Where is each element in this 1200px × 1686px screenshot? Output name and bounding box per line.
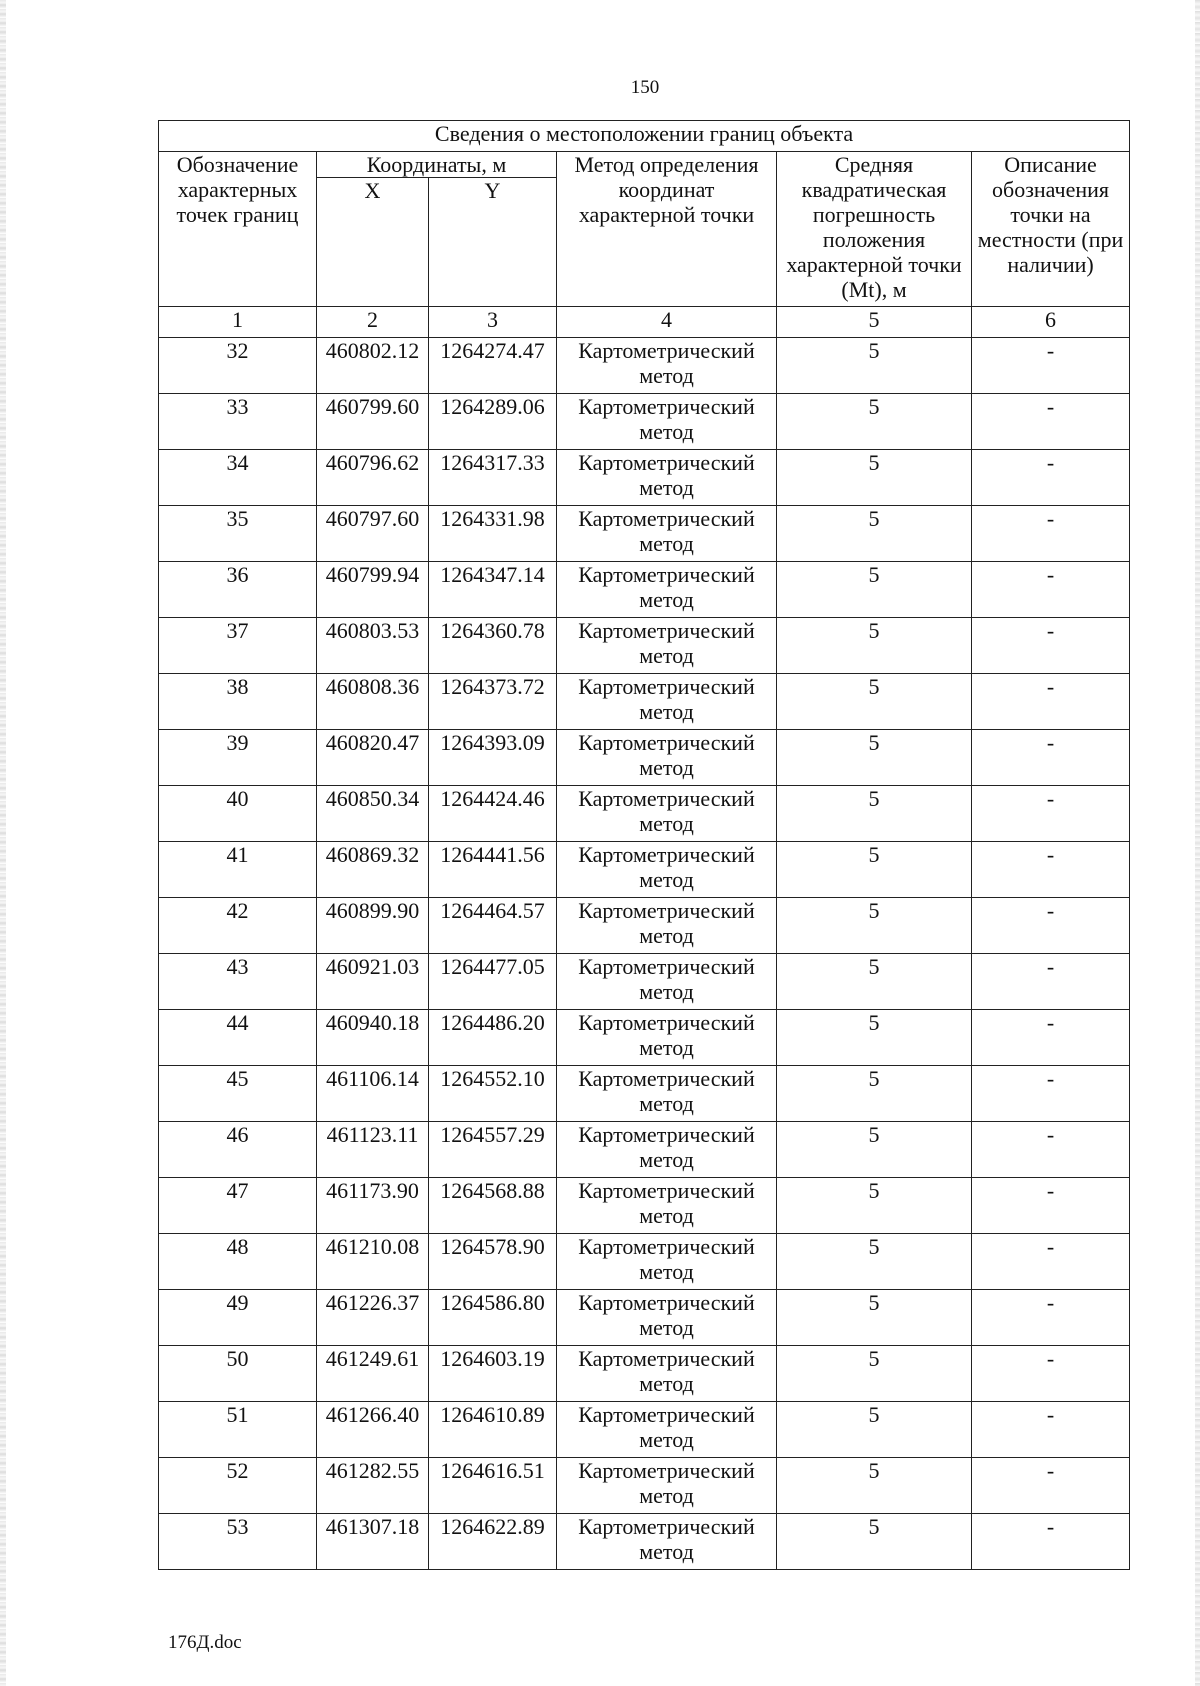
header-point-designation: Обозначение характерных точек границ	[159, 152, 317, 307]
cell-mean-square-error: 5	[777, 1346, 972, 1402]
cell-coordinate-y: 1264477.05	[429, 954, 557, 1010]
table-row	[159, 1234, 1130, 1290]
cell-description: -	[972, 1178, 1130, 1234]
table-row	[159, 1178, 1130, 1234]
cell-coordinate-x: 460803.53	[317, 618, 429, 674]
cell-coordinate-y: 1264373.72	[429, 674, 557, 730]
cell-coordinate-x: 460850.34	[317, 786, 429, 842]
cell-method: Картометрический метод	[557, 898, 777, 954]
cell-point-number: 41	[159, 842, 317, 898]
cell-point-number: 39	[159, 730, 317, 786]
cell-description: -	[972, 1346, 1130, 1402]
cell-point-number: 53	[159, 1514, 317, 1570]
cell-mean-square-error: 5	[777, 338, 972, 394]
cell-mean-square-error: 5	[777, 1122, 972, 1178]
cell-mean-square-error: 5	[777, 730, 972, 786]
table-row	[159, 786, 1130, 842]
cell-point-number: 35	[159, 506, 317, 562]
boundary-coordinates-table	[158, 120, 1130, 1570]
table-row	[159, 1066, 1130, 1122]
table-row	[159, 1402, 1130, 1458]
cell-coordinate-x: 460921.03	[317, 954, 429, 1010]
cell-coordinate-y: 1264557.29	[429, 1122, 557, 1178]
cell-description: -	[972, 954, 1130, 1010]
cell-description: -	[972, 674, 1130, 730]
cell-coordinate-y: 1264393.09	[429, 730, 557, 786]
cell-method: Картометрический метод	[557, 562, 777, 618]
cell-description: -	[972, 450, 1130, 506]
cell-method: Картометрический метод	[557, 450, 777, 506]
cell-mean-square-error: 5	[777, 1010, 972, 1066]
cell-method: Картометрический метод	[557, 674, 777, 730]
cell-description: -	[972, 730, 1130, 786]
cell-coordinate-y: 1264486.20	[429, 1010, 557, 1066]
column-number: 3	[429, 307, 557, 338]
cell-coordinate-x: 461249.61	[317, 1346, 429, 1402]
cell-coordinate-y: 1264616.51	[429, 1458, 557, 1514]
cell-point-number: 33	[159, 394, 317, 450]
column-number-row	[159, 307, 1130, 338]
header-mean-square-error: Средняя квадратическая погрешность положения характерной точки (Mt), м	[777, 152, 972, 307]
cell-method: Картометрический метод	[557, 506, 777, 562]
table-row	[159, 954, 1130, 1010]
table-row	[159, 730, 1130, 786]
cell-method: Картометрический метод	[557, 1514, 777, 1570]
table-row	[159, 618, 1130, 674]
cell-coordinate-x: 461123.11	[317, 1122, 429, 1178]
scan-edge-left	[0, 0, 6, 1686]
cell-description: -	[972, 842, 1130, 898]
cell-mean-square-error: 5	[777, 618, 972, 674]
cell-description: -	[972, 1066, 1130, 1122]
table-row	[159, 1290, 1130, 1346]
cell-mean-square-error: 5	[777, 450, 972, 506]
cell-coordinate-x: 460899.90	[317, 898, 429, 954]
cell-coordinate-y: 1264610.89	[429, 1402, 557, 1458]
cell-method: Картометрический метод	[557, 394, 777, 450]
column-number: 4	[557, 307, 777, 338]
cell-point-number: 40	[159, 786, 317, 842]
cell-mean-square-error: 5	[777, 506, 972, 562]
column-number: 5	[777, 307, 972, 338]
cell-coordinate-x: 461106.14	[317, 1066, 429, 1122]
table-row	[159, 1346, 1130, 1402]
cell-coordinate-x: 461226.37	[317, 1290, 429, 1346]
cell-description: -	[972, 898, 1130, 954]
cell-coordinate-x: 461282.55	[317, 1458, 429, 1514]
table-row	[159, 562, 1130, 618]
cell-coordinate-y: 1264464.57	[429, 898, 557, 954]
cell-coordinate-y: 1264568.88	[429, 1178, 557, 1234]
table-row	[159, 674, 1130, 730]
cell-method: Картометрический метод	[557, 1010, 777, 1066]
cell-coordinate-y: 1264424.46	[429, 786, 557, 842]
cell-point-number: 51	[159, 1402, 317, 1458]
cell-coordinate-x: 461266.40	[317, 1402, 429, 1458]
cell-point-number: 49	[159, 1290, 317, 1346]
cell-mean-square-error: 5	[777, 1066, 972, 1122]
cell-method: Картометрический метод	[557, 954, 777, 1010]
table-row	[159, 506, 1130, 562]
table-row	[159, 394, 1130, 450]
cell-point-number: 50	[159, 1346, 317, 1402]
cell-point-number: 46	[159, 1122, 317, 1178]
cell-mean-square-error: 5	[777, 1458, 972, 1514]
cell-point-number: 32	[159, 338, 317, 394]
cell-coordinate-x: 460797.60	[317, 506, 429, 562]
cell-description: -	[972, 618, 1130, 674]
cell-coordinate-x: 461173.90	[317, 1178, 429, 1234]
cell-coordinate-y: 1264331.98	[429, 506, 557, 562]
cell-mean-square-error: 5	[777, 898, 972, 954]
cell-method: Картометрический метод	[557, 1066, 777, 1122]
cell-method: Картометрический метод	[557, 1290, 777, 1346]
cell-coordinate-y: 1264274.47	[429, 338, 557, 394]
cell-point-number: 48	[159, 1234, 317, 1290]
cell-description: -	[972, 338, 1130, 394]
cell-description: -	[972, 394, 1130, 450]
column-number: 6	[972, 307, 1130, 338]
cell-point-number: 36	[159, 562, 317, 618]
cell-point-number: 38	[159, 674, 317, 730]
cell-mean-square-error: 5	[777, 562, 972, 618]
column-number: 2	[317, 307, 429, 338]
cell-point-number: 37	[159, 618, 317, 674]
cell-coordinate-x: 460799.60	[317, 394, 429, 450]
cell-method: Картометрический метод	[557, 1458, 777, 1514]
cell-description: -	[972, 1290, 1130, 1346]
cell-point-number: 34	[159, 450, 317, 506]
cell-coordinate-y: 1264586.80	[429, 1290, 557, 1346]
table-row	[159, 1514, 1130, 1570]
cell-method: Картометрический метод	[557, 1178, 777, 1234]
header-coordinates: Координаты, м	[317, 152, 557, 178]
table-row	[159, 842, 1130, 898]
cell-method: Картометрический метод	[557, 1122, 777, 1178]
header-y: Y	[429, 178, 557, 307]
cell-mean-square-error: 5	[777, 674, 972, 730]
cell-coordinate-x: 460796.62	[317, 450, 429, 506]
cell-coordinate-x: 460940.18	[317, 1010, 429, 1066]
cell-description: -	[972, 1010, 1130, 1066]
cell-method: Картометрический метод	[557, 1234, 777, 1290]
cell-mean-square-error: 5	[777, 1178, 972, 1234]
cell-coordinate-y: 1264578.90	[429, 1234, 557, 1290]
cell-point-number: 45	[159, 1066, 317, 1122]
cell-coordinate-x: 460799.94	[317, 562, 429, 618]
cell-mean-square-error: 5	[777, 1514, 972, 1570]
cell-method: Картометрический метод	[557, 338, 777, 394]
cell-method: Картометрический метод	[557, 1346, 777, 1402]
cell-method: Картометрический метод	[557, 842, 777, 898]
cell-coordinate-x: 460869.32	[317, 842, 429, 898]
cell-coordinate-x: 460802.12	[317, 338, 429, 394]
cell-coordinate-x: 460820.47	[317, 730, 429, 786]
header-x: X	[317, 178, 429, 307]
table-row	[159, 1010, 1130, 1066]
cell-coordinate-y: 1264441.56	[429, 842, 557, 898]
cell-point-number: 52	[159, 1458, 317, 1514]
column-number: 1	[159, 307, 317, 338]
cell-point-number: 44	[159, 1010, 317, 1066]
cell-description: -	[972, 1514, 1130, 1570]
page-number: 150	[630, 77, 660, 98]
scan-edge-right	[1195, 0, 1200, 1686]
table-row	[159, 450, 1130, 506]
header-description: Описание обозначения точки на местности (при наличии)	[972, 152, 1130, 307]
cell-point-number: 42	[159, 898, 317, 954]
table-row	[159, 898, 1130, 954]
table-body	[159, 338, 1130, 1570]
cell-method: Картометрический метод	[557, 730, 777, 786]
cell-coordinate-y: 1264347.14	[429, 562, 557, 618]
cell-coordinate-x: 461307.18	[317, 1514, 429, 1570]
header-method: Метод определения координат характерной точки	[557, 152, 777, 307]
table-title: Сведения о местоположении границ объекта	[159, 121, 1130, 152]
cell-description: -	[972, 562, 1130, 618]
cell-description: -	[972, 1458, 1130, 1514]
table-row	[159, 338, 1130, 394]
cell-mean-square-error: 5	[777, 1290, 972, 1346]
cell-method: Картометрический метод	[557, 1402, 777, 1458]
cell-mean-square-error: 5	[777, 786, 972, 842]
cell-description: -	[972, 1402, 1130, 1458]
cell-mean-square-error: 5	[777, 394, 972, 450]
cell-method: Картометрический метод	[557, 786, 777, 842]
table-row	[159, 1458, 1130, 1514]
cell-coordinate-y: 1264360.78	[429, 618, 557, 674]
cell-coordinate-y: 1264603.19	[429, 1346, 557, 1402]
cell-coordinate-y: 1264622.89	[429, 1514, 557, 1570]
cell-mean-square-error: 5	[777, 954, 972, 1010]
cell-description: -	[972, 506, 1130, 562]
cell-description: -	[972, 1122, 1130, 1178]
table-row	[159, 1122, 1130, 1178]
cell-coordinate-x: 460808.36	[317, 674, 429, 730]
cell-coordinate-y: 1264552.10	[429, 1066, 557, 1122]
cell-mean-square-error: 5	[777, 842, 972, 898]
cell-mean-square-error: 5	[777, 1402, 972, 1458]
cell-description: -	[972, 1234, 1130, 1290]
cell-coordinate-y: 1264289.06	[429, 394, 557, 450]
footer-file-name: 176Д.doc	[168, 1632, 242, 1653]
cell-point-number: 43	[159, 954, 317, 1010]
cell-coordinate-x: 461210.08	[317, 1234, 429, 1290]
cell-mean-square-error: 5	[777, 1234, 972, 1290]
cell-method: Картометрический метод	[557, 618, 777, 674]
cell-description: -	[972, 786, 1130, 842]
cell-point-number: 47	[159, 1178, 317, 1234]
cell-coordinate-y: 1264317.33	[429, 450, 557, 506]
